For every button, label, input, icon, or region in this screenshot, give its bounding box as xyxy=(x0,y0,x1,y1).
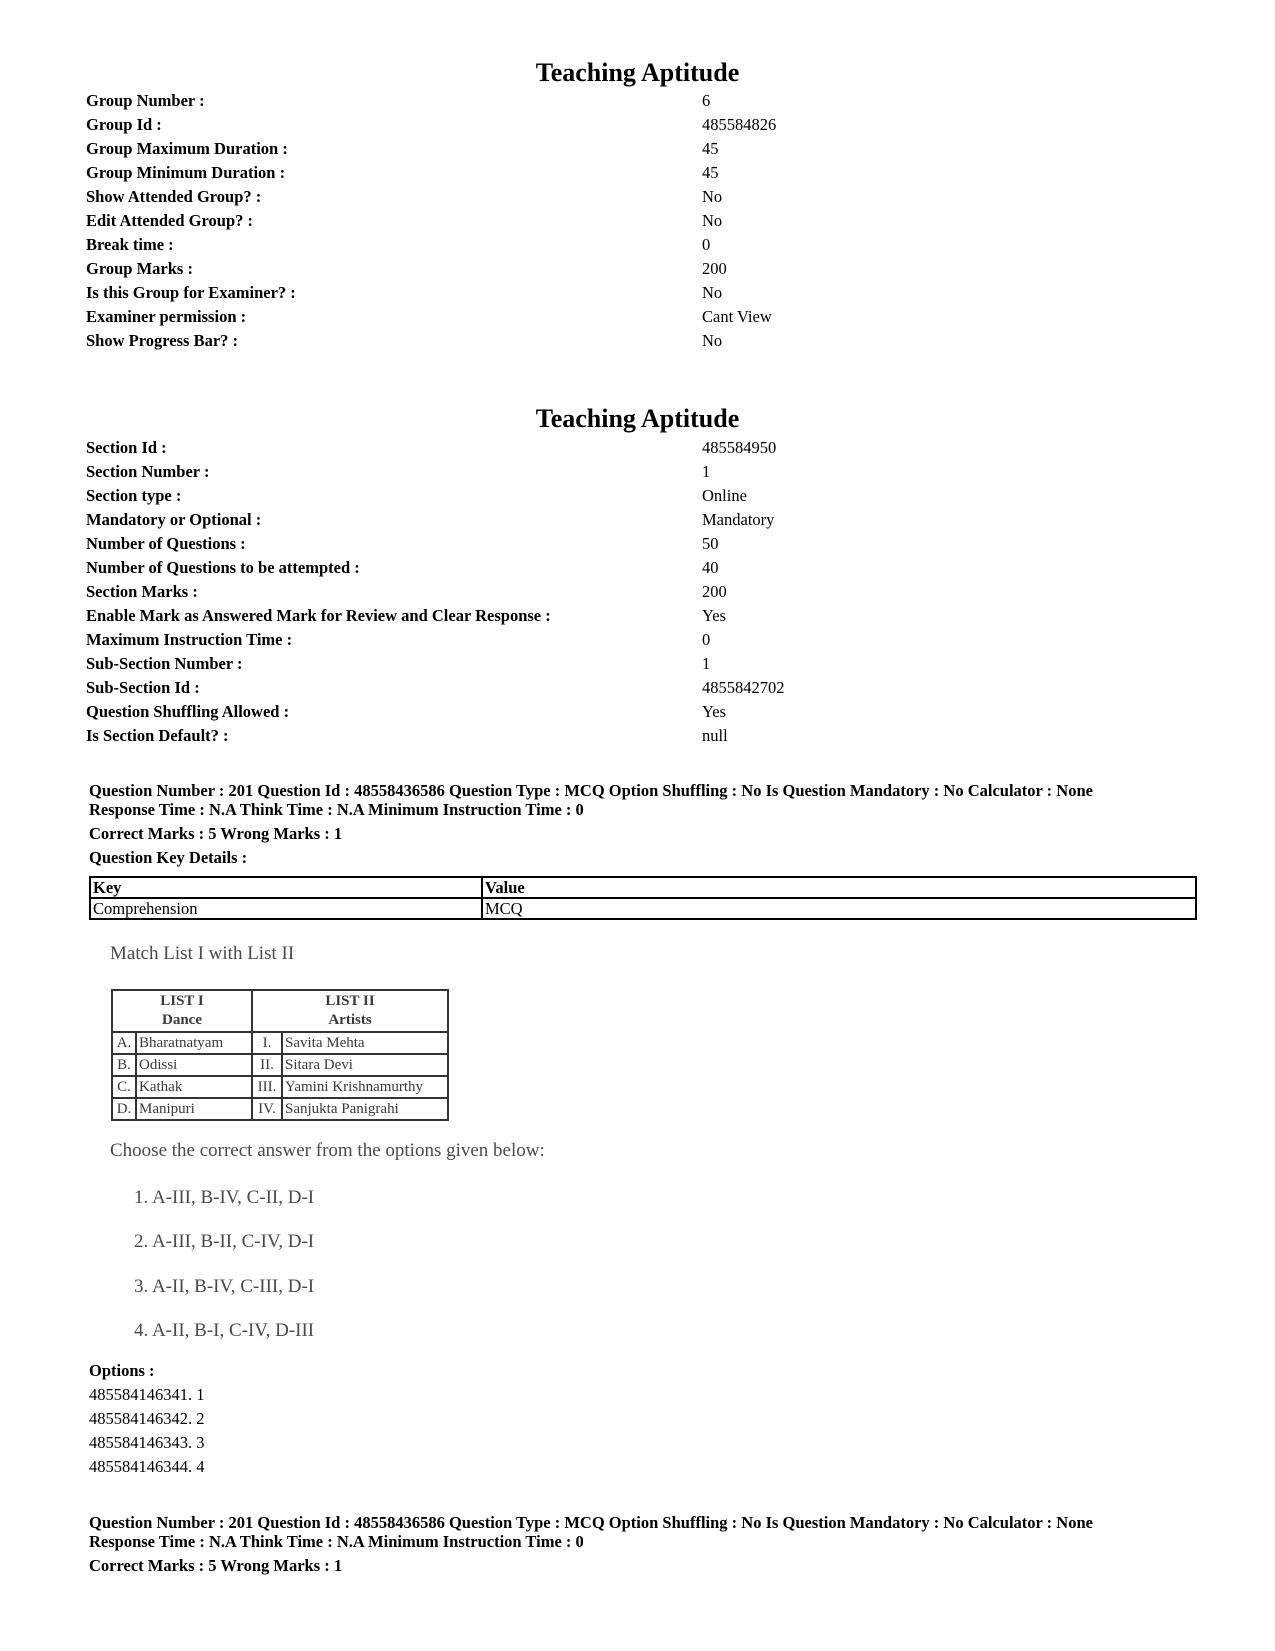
max-instruction-time-row xyxy=(86,628,1186,652)
section-id-row xyxy=(86,436,1186,460)
field-label: Sub-Section Id : xyxy=(86,678,200,697)
options-label: Options : xyxy=(89,1361,155,1380)
key-table-header-row xyxy=(90,877,1196,898)
questions-to-attempt-row xyxy=(86,556,1186,580)
field-value: null xyxy=(702,726,728,745)
field-value: 200 xyxy=(702,582,727,601)
number-of-questions-row xyxy=(86,532,1186,556)
field-label: Section Number : xyxy=(86,462,210,481)
dance-name: Bharatnatyam xyxy=(136,1032,252,1054)
field-value: 6 xyxy=(702,91,711,110)
list2-header xyxy=(252,990,448,1032)
field-label: Number of Questions to be attempted : xyxy=(86,558,360,577)
sub-section-id-row xyxy=(86,676,1186,700)
field-label: Number of Questions : xyxy=(86,534,246,553)
field-value: Yes xyxy=(702,606,727,625)
group-number-row xyxy=(86,89,1186,113)
key-cell: Comprehension xyxy=(90,898,482,919)
group-min-duration-row xyxy=(86,161,1186,185)
choose-instruction: Choose the correct answer from the options given below: xyxy=(110,1140,545,1161)
match-instruction: Match List I with List II xyxy=(110,943,295,964)
list1-header xyxy=(112,990,252,1032)
question-key-table xyxy=(89,876,1197,920)
section-type-row xyxy=(86,484,1186,508)
field-value: 45 xyxy=(702,163,719,182)
group-title: Teaching Aptitude xyxy=(535,58,740,87)
artist-numeral: III. xyxy=(252,1076,282,1098)
field-label: Enable Mark as Answered Mark for Review and Clear Response : xyxy=(86,606,551,625)
enable-mark-review-row xyxy=(86,604,1186,628)
list1-title: LIST I xyxy=(160,993,204,1009)
answer-choice: 3. A-II, B-IV, C-III, D-I xyxy=(134,1276,315,1297)
field-value: 45 xyxy=(702,139,719,158)
artist-numeral: I. xyxy=(252,1032,282,1054)
field-value: No xyxy=(702,331,723,350)
match-row xyxy=(112,1054,448,1076)
field-value: No xyxy=(702,283,723,302)
dance-name: Manipuri xyxy=(136,1098,252,1120)
question2-marks: Correct Marks : 5 Wrong Marks : 1 xyxy=(89,1556,343,1575)
field-label: Mandatory or Optional : xyxy=(86,510,262,529)
field-label: Group Maximum Duration : xyxy=(86,139,288,158)
value-header: Value xyxy=(482,877,1196,898)
field-value: 0 xyxy=(702,235,711,254)
field-label: Show Attended Group? : xyxy=(86,187,262,206)
answer-choice: 4. A-II, B-I, C-IV, D-III xyxy=(134,1320,315,1341)
question2-meta-line2: Response Time : N.A Think Time : N.A Minimum Instruction Time : 0 xyxy=(89,1532,584,1551)
match-row xyxy=(112,1032,448,1054)
field-label: Is Section Default? : xyxy=(86,726,229,745)
field-label: Show Progress Bar? : xyxy=(86,331,239,350)
artist-name: Savita Mehta xyxy=(282,1032,448,1054)
dance-name: Odissi xyxy=(136,1054,252,1076)
dance-letter: B. xyxy=(112,1054,136,1076)
match-row xyxy=(112,1076,448,1098)
list1-subtitle: Dance xyxy=(162,1012,202,1028)
artist-numeral: IV. xyxy=(252,1098,282,1120)
field-value: No xyxy=(702,211,723,230)
match-row xyxy=(112,1098,448,1120)
group-max-duration-row xyxy=(86,137,1186,161)
field-value: 50 xyxy=(702,534,719,553)
group-marks-row xyxy=(86,257,1186,281)
field-label: Section Marks : xyxy=(86,582,198,601)
group-for-examiner-row xyxy=(86,281,1186,305)
field-value: 485584950 xyxy=(702,438,777,457)
examiner-permission-row xyxy=(86,305,1186,329)
show-progress-bar-row xyxy=(86,329,1186,353)
group-id-row xyxy=(86,113,1186,137)
field-label: Group Marks : xyxy=(86,259,193,278)
option-item: 485584146342. 2 xyxy=(89,1409,205,1428)
match-table-header xyxy=(112,990,448,1032)
field-label: Group Minimum Duration : xyxy=(86,163,286,182)
question-key-details-label: Question Key Details : xyxy=(89,848,248,867)
section-marks-row xyxy=(86,580,1186,604)
field-label: Maximum Instruction Time : xyxy=(86,630,293,649)
field-label: Is this Group for Examiner? : xyxy=(86,283,296,302)
field-label: Section type : xyxy=(86,486,182,505)
edit-attended-group-row xyxy=(86,209,1186,233)
option-item: 485584146341. 1 xyxy=(89,1385,205,1404)
list2-title: LIST II xyxy=(325,993,375,1009)
field-value: 40 xyxy=(702,558,719,577)
section-title: Teaching Aptitude xyxy=(535,404,740,433)
field-value: 0 xyxy=(702,630,711,649)
field-label: Break time : xyxy=(86,235,174,254)
answer-choice: 1. A-III, B-IV, C-II, D-I xyxy=(134,1187,315,1208)
field-value: 200 xyxy=(702,259,727,278)
option-item: 485584146344. 4 xyxy=(89,1457,205,1476)
field-value: 1 xyxy=(702,654,711,673)
question-shuffling-row xyxy=(86,700,1186,724)
dance-letter: C. xyxy=(112,1076,136,1098)
dance-letter: A. xyxy=(112,1032,136,1054)
field-label: Group Number : xyxy=(86,91,205,110)
value-cell: MCQ xyxy=(482,898,1196,919)
list2-subtitle: Artists xyxy=(328,1012,372,1028)
mandatory-optional-row xyxy=(86,508,1186,532)
question-meta-line1: Question Number : 201 Question Id : 48558436586 Question Type : MCQ Option Shuffling : No Is Question Mandatory : No Calculator : None xyxy=(89,781,1093,800)
artist-numeral: II. xyxy=(252,1054,282,1076)
field-value: Yes xyxy=(702,702,727,721)
artist-name: Sitara Devi xyxy=(282,1054,448,1076)
show-attended-group-row xyxy=(86,185,1186,209)
question-marks: Correct Marks : 5 Wrong Marks : 1 xyxy=(89,824,343,843)
question2-meta-line1: Question Number : 201 Question Id : 48558436586 Question Type : MCQ Option Shuffling : No Is Question Mandatory : No Calculator : None xyxy=(89,1513,1093,1532)
section-number-row xyxy=(86,460,1186,484)
dance-letter: D. xyxy=(112,1098,136,1120)
field-value: 485584826 xyxy=(702,115,777,134)
section-default-row xyxy=(86,724,1186,748)
sub-section-number-row xyxy=(86,652,1186,676)
artist-name: Yamini Krishnamurthy xyxy=(282,1076,448,1098)
dance-name: Kathak xyxy=(136,1076,252,1098)
field-label: Examiner permission : xyxy=(86,307,247,326)
field-value: 1 xyxy=(702,462,711,481)
field-label: Sub-Section Number : xyxy=(86,654,243,673)
answer-choice: 2. A-III, B-II, C-IV, D-I xyxy=(134,1231,315,1252)
field-label: Group Id : xyxy=(86,115,162,134)
artist-name: Sanjukta Panigrahi xyxy=(282,1098,448,1120)
field-label: Question Shuffling Allowed : xyxy=(86,702,290,721)
field-value: Cant View xyxy=(702,307,772,326)
key-table-row xyxy=(90,898,1196,919)
key-header: Key xyxy=(90,877,482,898)
option-item: 485584146343. 3 xyxy=(89,1433,205,1452)
field-value: No xyxy=(702,187,723,206)
field-value: 4855842702 xyxy=(702,678,785,697)
field-value: Online xyxy=(702,486,747,505)
field-label: Edit Attended Group? : xyxy=(86,211,254,230)
match-list-table xyxy=(111,989,449,1121)
field-value: Mandatory xyxy=(702,510,775,529)
field-label: Section Id : xyxy=(86,438,167,457)
question-meta-line2: Response Time : N.A Think Time : N.A Minimum Instruction Time : 0 xyxy=(89,800,584,819)
break-time-row xyxy=(86,233,1186,257)
